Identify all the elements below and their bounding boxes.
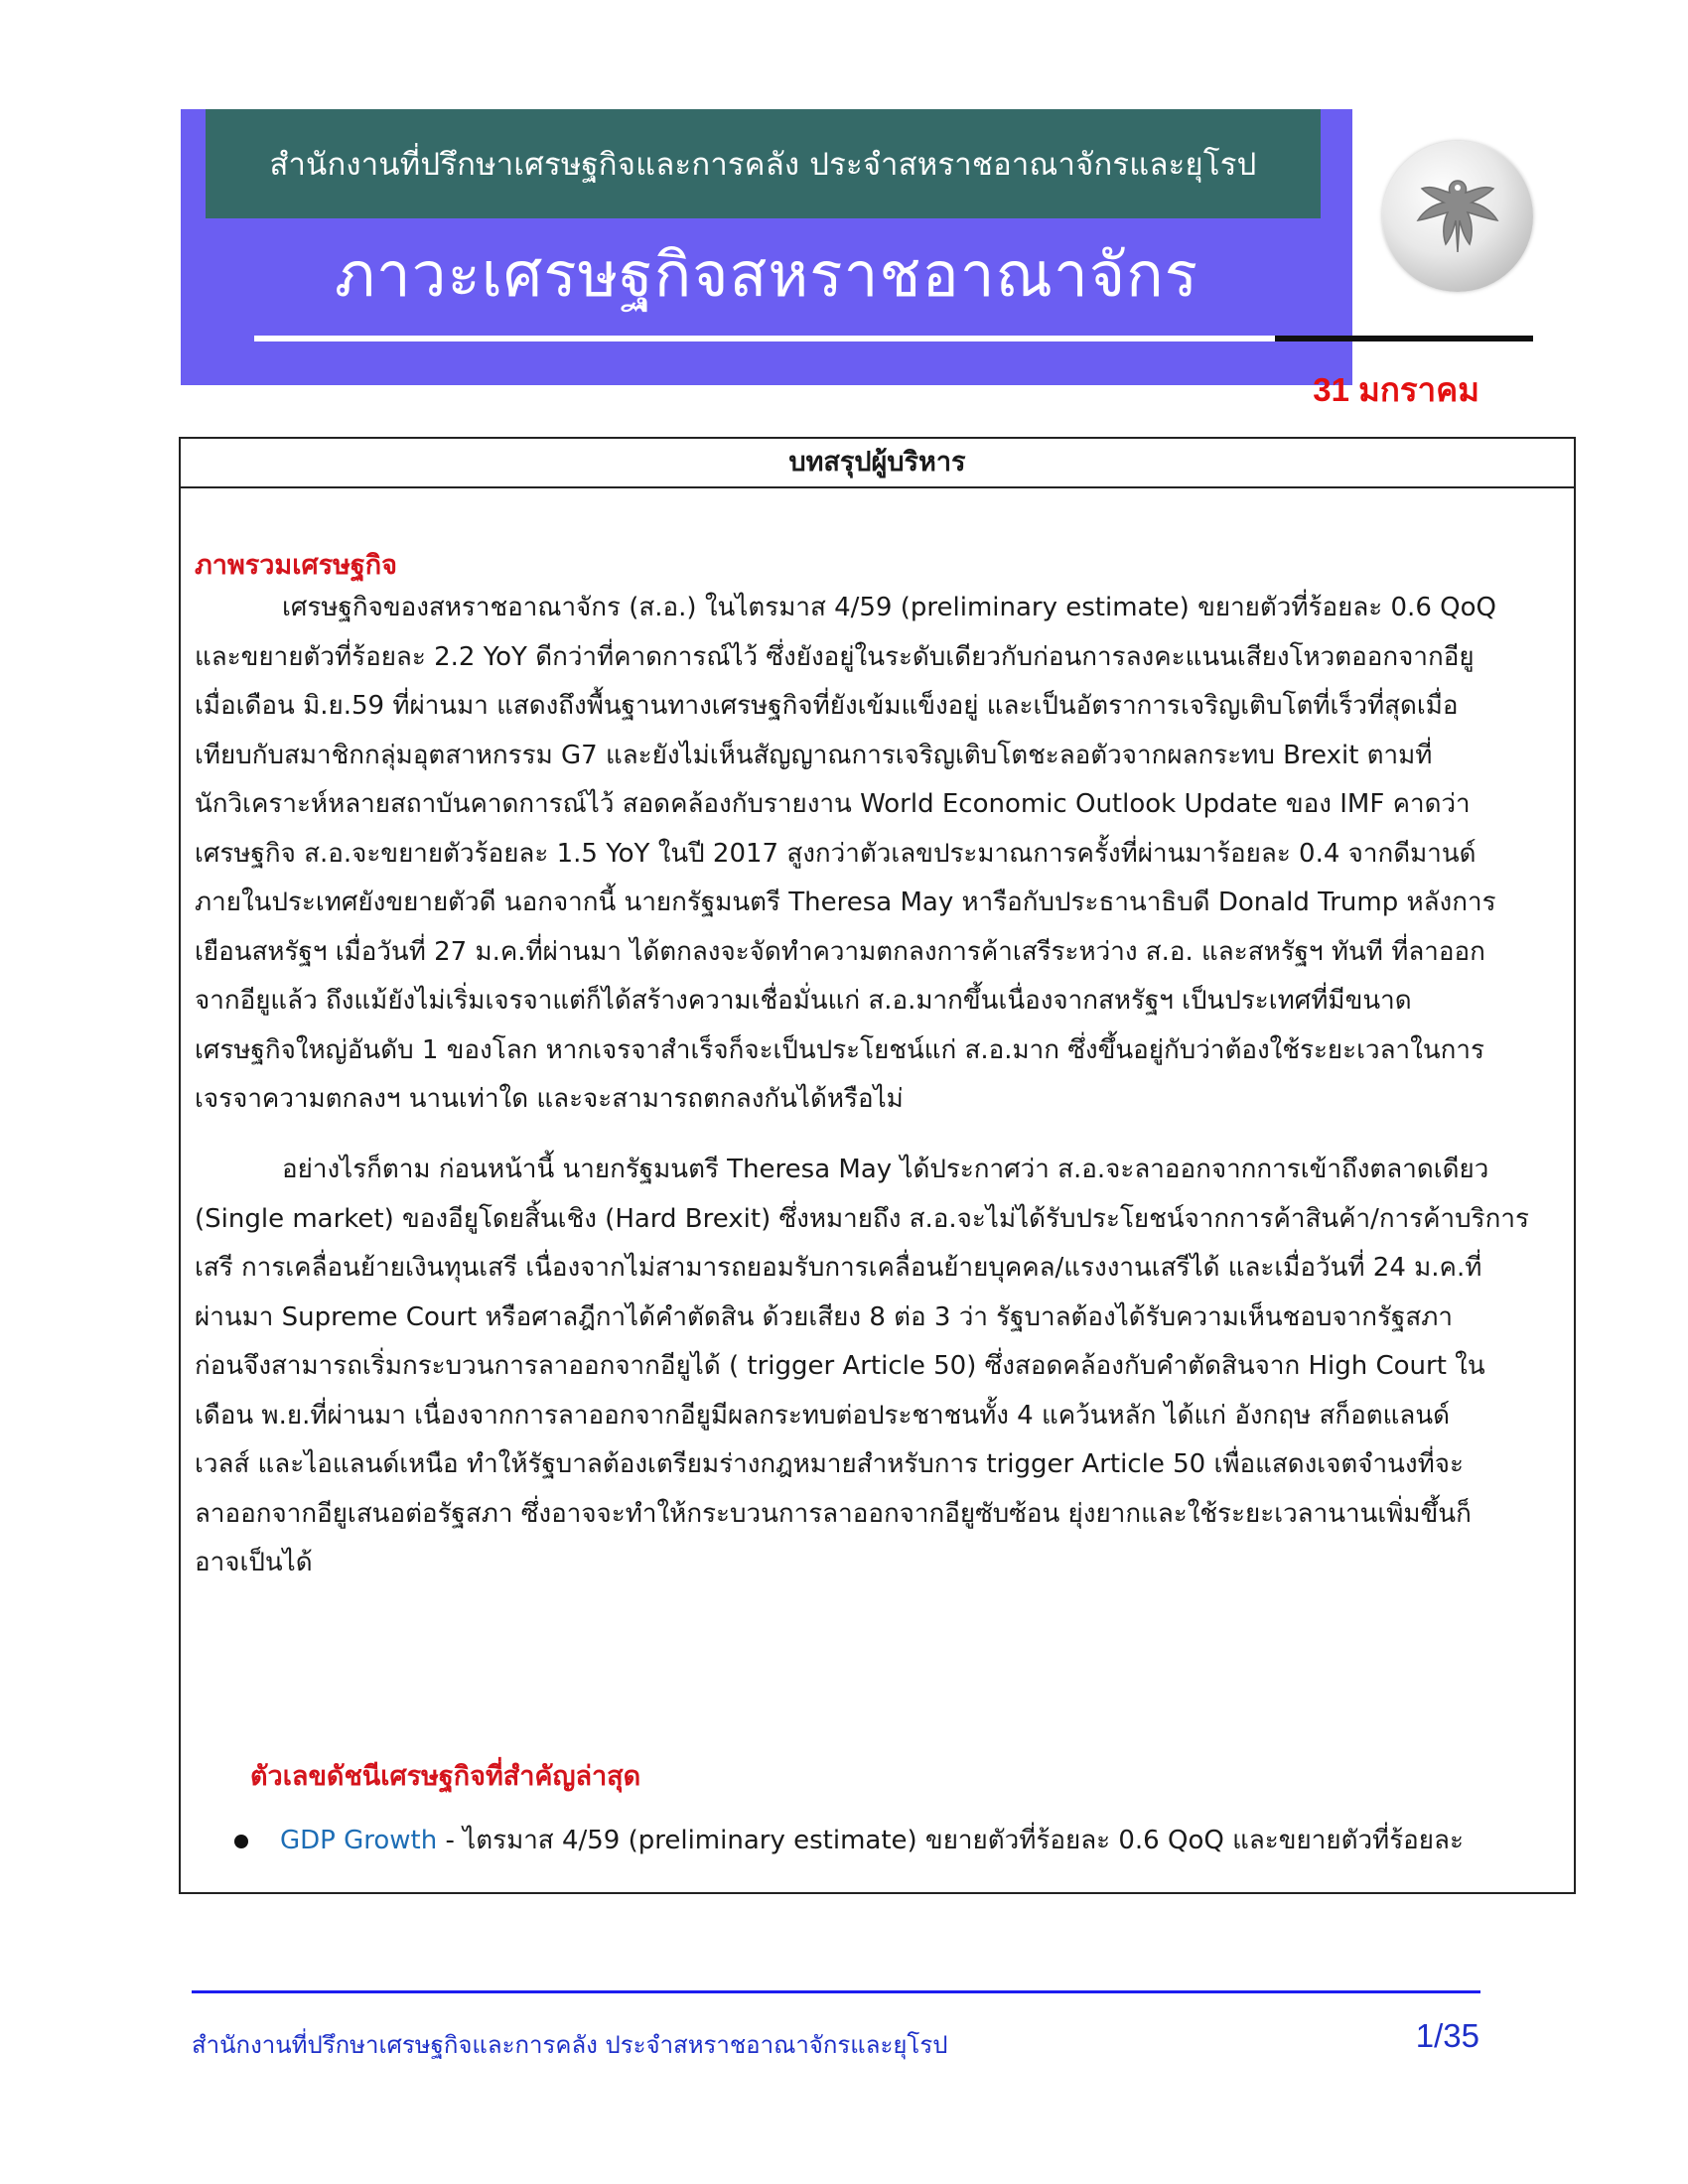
paragraph-line: เยือนสหรัฐฯ เมื่อวันที่ 27 ม.ค.ที่ผ่านมา ได้ตกลงจะจัดทำความตกลงการค้าเสรีระหว่าง ส.อ. และสหรัฐฯ ทันที ที่ลาออก: [195, 936, 1485, 967]
paragraph-line: ภายในประเทศยังขยายตัวดี นอกจากนี้ นายกรัฐมนตรี Theresa May หารือกับประธานาธิบดี Donald Trump หลังการ: [195, 887, 1496, 917]
page-number: 1/35: [1415, 2017, 1479, 2054]
date-rule: [1275, 336, 1533, 341]
gdp-growth-text: - ไตรมาส 4/59 (preliminary estimate) ขยายตัวที่ร้อยละ 0.6 QoQ และขยายตัวที่ร้อยละ: [437, 1826, 1464, 1855]
paragraph-line: ลาออกจากอียูเสนอต่อรัฐสภา ซึ่งอาจจะทำให้กระบวนการลาออกจากอียูซับซ้อน ยุ่งยากและใช้ระยะเวลานานเพิ่มขึ้นก็: [195, 1498, 1472, 1529]
paragraph-line: เสรี การเคลื่อนย้ายเงินทุนเสรี เนื่องจากไม่สามารถยอมรับการเคลื่อนย้ายบุคคล/แรงงานเสรีได้ และเมื่อวันที่ 24 ม.ค.ที่: [195, 1253, 1482, 1283]
paragraph-line: เจรจาความตกลงฯ นานเท่าใด และจะสามารถตกลงกันได้หรือไม่: [195, 1084, 904, 1114]
page-title: ภาวะเศรษฐกิจสหราชอาณาจักร: [334, 238, 1199, 311]
paragraph-line: และขยายตัวที่ร้อยละ 2.2 YoY ดีกว่าที่คาดการณ์ไว้ ซึ่งยังอยู่ในระดับเดียวกับก่อนการลงคะแนนเสียงโหวตออกจากอียู: [195, 641, 1475, 672]
footer-rule: [192, 1990, 1480, 1993]
overview-paragraph-2: [195, 1146, 1565, 1588]
paragraph-line: นักวิเคราะห์หลายสถาบันคาดการณ์ไว้ สอดคล้องกับรายงาน World Economic Outlook Update ของ IMF คาดว่า: [195, 789, 1471, 819]
gdp-growth-label: GDP Growth: [280, 1826, 438, 1855]
paragraph-line: ก่อนจึงสามารถเริ่มกระบวนการลาออกจากอียูได้ ( trigger Article 50) ซึ่งสอดคล้องกับคำตัดสินจาก High Court ใน: [195, 1351, 1485, 1381]
footer-office-name: สำนักงานที่ปรึกษาเศรษฐกิจและการคลัง ประจำสหราชอาณาจักรและยุโรป: [192, 2031, 948, 2059]
paragraph-line: เทียบกับสมาชิกกลุ่มอุตสาหกรรม G7 และยังไม่เห็นสัญญาณการเจริญเติบโตชะลอตัวจากผลกระทบ Brexit ตามที่: [195, 740, 1433, 770]
summary-heading: บทสรุปผู้บริหาร: [181, 439, 1574, 488]
report-date: 31 มกราคม: [1313, 371, 1479, 408]
paragraph-line: เมื่อเดือน มิ.ย.59 ที่ผ่านมา แสดงถึงพื้นฐานทางเศรษฐกิจที่ยังเข้มแข็งอยู่ และเป็นอัตราการเจริญเติบโตที่เร็วที่สุดเมื่อ: [195, 691, 1459, 721]
paragraph-line: เดือน พ.ย.ที่ผ่านมา เนื่องจากการลาออกจากอียูมีผลกระทบต่อประชาชนทั้ง 4 แคว้นหลัก ได้แก่ อังกฤษ สก็อตแลนด์: [195, 1400, 1450, 1431]
overview-title: ภาพรวมเศรษฐกิจ: [195, 550, 397, 581]
paragraph-line: อย่างไรก็ตาม ก่อนหน้านี้ นายกรัฐมนตรี Theresa May ได้ประกาศว่า ส.อ.จะลาออกจากการเข้าถึงตลาดเดียว: [282, 1155, 1489, 1184]
gdp-bullet: [234, 1823, 1565, 1858]
paragraph-line: เวลส์ และไอแลนด์เหนือ ทำให้รัฐบาลต้องเตรียมร่างกฎหมายสำหรับการ trigger Article 50 เพื่อแสดงเจตจำนงที่จะ: [195, 1449, 1464, 1479]
garuda-emblem-icon: [1382, 141, 1533, 292]
paragraph-line: เศรษฐกิจของสหราชอาณาจักร (ส.อ.) ในไตรมาส 4/59 (preliminary estimate) ขยายตัวที่ร้อยละ 0.6 QoQ: [282, 593, 1496, 622]
paragraph-line: ผ่านมา Supreme Court หรือศาลฎีกาได้คำตัดสิน ด้วยเสียง 8 ต่อ 3 ว่า รัฐบาลต้องได้รับความเห็นชอบจากรัฐสภา: [195, 1301, 1453, 1332]
indicators-title: ตัวเลขดัชนีเศรษฐกิจที่สำคัญล่าสุด: [250, 1761, 641, 1792]
executive-summary-box: [179, 437, 1576, 1894]
paragraph-line: อาจเป็นได้: [195, 1548, 313, 1577]
paragraph-line: เศรษฐกิจใหญ่อันดับ 1 ของโลก หากเจรจาสำเร็จก็จะเป็นประโยชน์แก่ ส.อ.มาก ซึ่งขึ้นอยู่กับว่าต้องใช้ระยะเวลาในการ: [195, 1034, 1484, 1065]
overview-paragraph-1: [195, 584, 1565, 1125]
paragraph-line: จากอียูแล้ว ถึงแม้ยังไม่เริ่มเจรจาแต่ก็ได้สร้างความเชื่อมั่นแก่ ส.อ.มากขึ้นเนื่องจากสหรัฐฯ เป็นประเทศที่มีขนาด: [195, 986, 1412, 1016]
paragraph-line: (Single market) ของอียูโดยสิ้นเชิง (Hard Brexit) ซึ่งหมายถึง ส.อ.จะไม่ได้รับประโยชน์จากการค้าสินค้า/การค้าบริการ: [195, 1203, 1529, 1234]
office-name-bar: [206, 109, 1321, 218]
bullet-icon: [234, 1835, 248, 1848]
office-name: สำนักงานที่ปรึกษาเศรษฐกิจและการคลัง ประจำสหราชอาณาจักรและยุโรป: [269, 147, 1257, 183]
title-underline: [254, 336, 1281, 341]
paragraph-line: เศรษฐกิจ ส.อ.จะขยายตัวร้อยละ 1.5 YoY ในปี 2017 สูงกว่าตัวเลขประมาณการครั้งที่ผ่านมาร้อยละ 0.4 จากดีมานด์: [195, 838, 1477, 869]
